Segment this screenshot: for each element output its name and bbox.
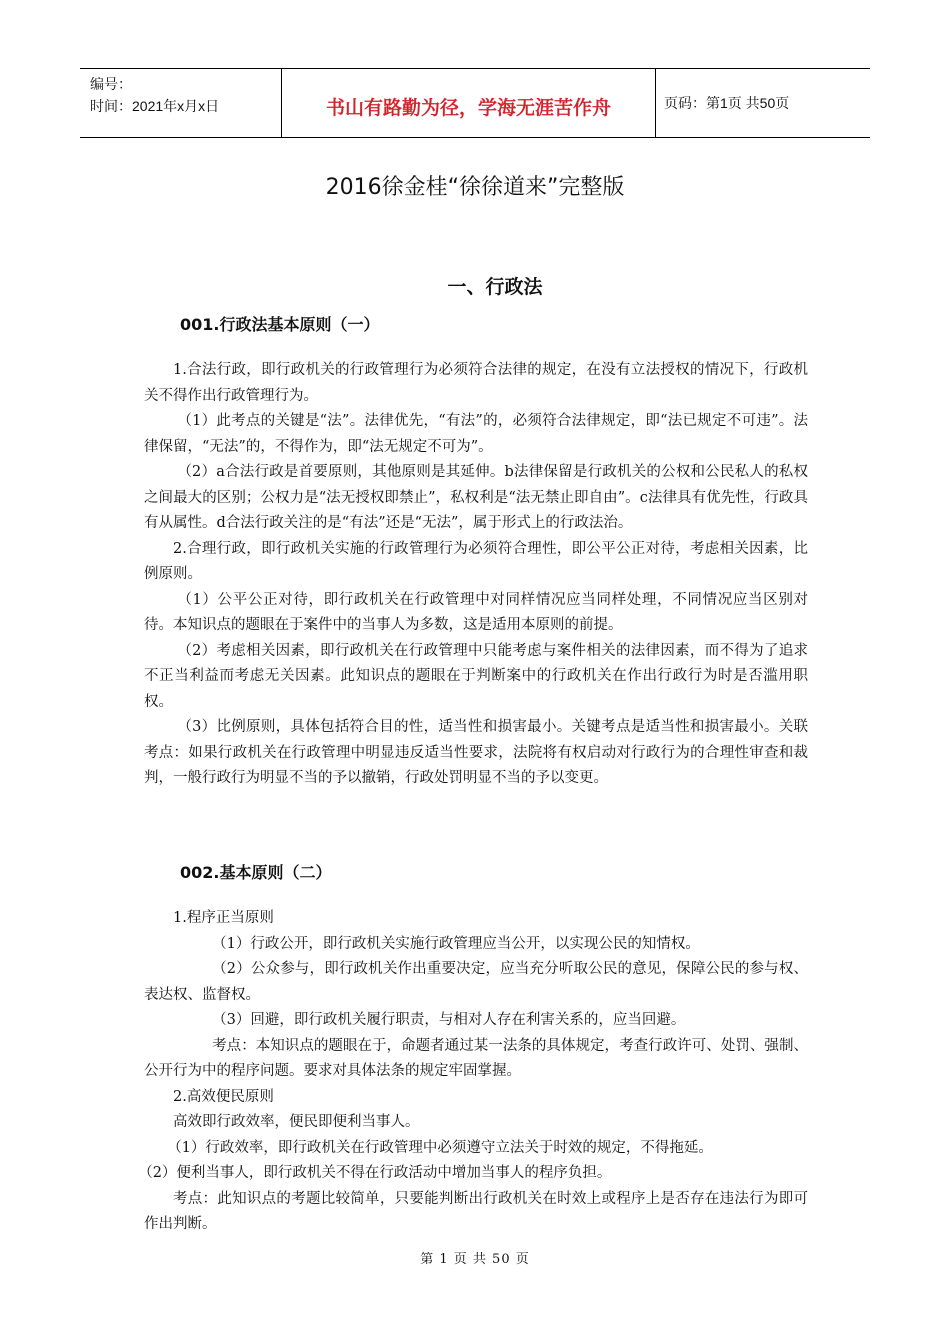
page-header: [80, 68, 870, 138]
page-footer: 第 1 页 共 50 页: [420, 1252, 530, 1267]
paragraph: 1.程序正当原则: [173, 910, 274, 926]
header-page-label: 页码：第1页 共50页: [664, 95, 790, 111]
paragraph: （2）考虑相关因素，即行政机关在行政管理中只能考虑与案件相关的法律因素，而不得为了追求不正当利益而考虑无关因素。此知识点的题眼在于判断案中的行政机关在作出行政行为时是否滥用职权。: [144, 642, 808, 710]
section-title: 一、行政法: [447, 276, 543, 298]
paragraph: （3）比例原则，具体包括符合目的性，适当性和损害最小。关键考点是适当性和损害最小。关联考点：如果行政机关在行政管理中明显违反适当性要求，法院将有权启动对行政行为的合理性审查和裁判，一般行政行为明显不当的予以撤销，行政处罚明显不当的予以变更。: [144, 719, 808, 786]
date-label: 时间：2021年x月x日: [90, 98, 220, 114]
header-meta: [80, 69, 282, 137]
paragraph: 2.合理行政，即行政机关实施的行政管理行为必须符合理性，即公平公正对待，考虑相关因素，比例原则。: [144, 540, 808, 582]
subsection-heading-001: 001.行政法基本原则（一）: [180, 315, 380, 334]
paragraph: （1）此考点的关键是“法”。法律优先，“有法”的，必须符合法律规定，即“法已规定不可违”。法律保留，“无法”的，不得作为，即“法无规定不可为”。: [144, 413, 808, 455]
paragraph: 2.高效便民原则: [173, 1088, 274, 1105]
paragraph: （1）行政效率，即行政机关在行政管理中必须遵守立法关于时效的规定，不得拖延。: [167, 1139, 713, 1156]
subsection-body-001: [144, 358, 808, 792]
paragraph: （2）便利当事人，即行政机关不得在行政活动中增加当事人的程序负担。: [138, 1165, 612, 1181]
paragraph: （1）行政公开，即行政机关实施行政管理应当公开，以实现公民的知情权。: [212, 935, 700, 952]
paragraph: （1）公平公正对待，即行政机关在行政管理中对同样情况应当同样处理，不同情况应当区别对待。本知识点的题眼在于案件中的当事人为多数，这是适用本原则的前提。: [144, 591, 808, 633]
paragraph: 1.合法行政，即行政机关的行政管理行为必须符合法律的规定，在没有立法授权的情况下，行政机关不得作出行政管理行为。: [144, 362, 808, 404]
header-motto: 书山有路勤为径，学海无涯苦作舟: [282, 69, 656, 137]
subsection-heading-002: 002.基本原则（二）: [180, 863, 332, 882]
subsection-body-002: [138, 906, 808, 1238]
paragraph: （2）a合法行政是首要原则，其他原则是其延伸。b法律保留是行政机关的公权和公民私人的私权之间最大的区别；公权力是“法无授权即禁止”，私权利是“法无禁止即自由”。c法律具有优先性，行政具有从属性。d合法行政关注的是“有法”还是“无法”，属于形式上的行政法治。: [144, 464, 808, 531]
paragraph: （3）回避，即行政机关履行职责，与相对人存在利害关系的，应当回避。: [212, 1012, 686, 1028]
number-label: 编号：: [90, 76, 132, 92]
paragraph: 考点：此知识点的考题比较简单，只要能判断出行政机关在时效上或程序上是否存在违法行为即可作出判断。: [144, 1190, 808, 1232]
paragraph: 考点：本知识点的题眼在于，命题者通过某一法条的具体规定，考查行政许可、处罚、强制、公开行为中的程序问题。要求对具体法条的规定牢固掌握。: [144, 1037, 808, 1079]
paragraph: （2）公众参与，即行政机关作出重要决定，应当充分听取公民的意见，保障公民的参与权、表达权、监督权。: [144, 961, 808, 1003]
paragraph: 高效即行政效率，便民即便利当事人。: [173, 1114, 420, 1130]
document-title: 2016徐金桂“徐徐道来”完整版: [325, 175, 625, 200]
